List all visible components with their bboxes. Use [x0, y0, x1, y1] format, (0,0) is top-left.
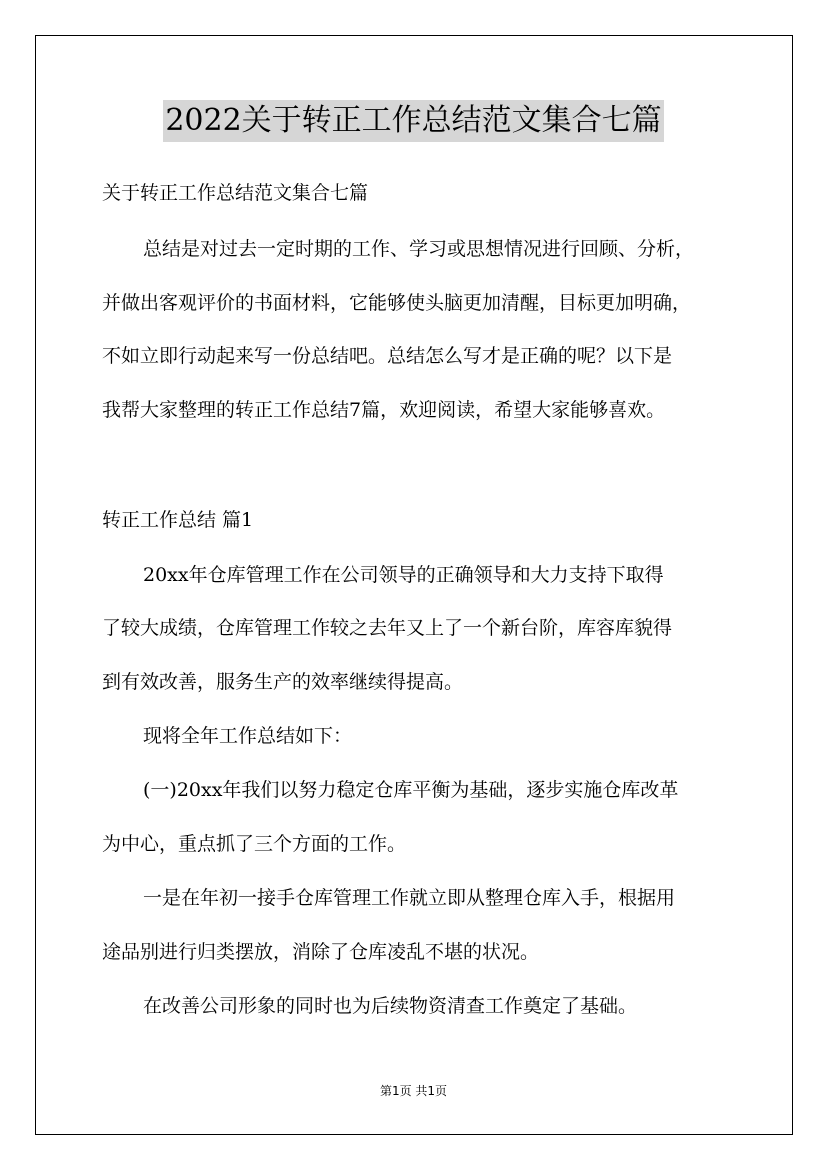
body-line-4: 现将全年工作总结如下： — [143, 725, 353, 747]
body-line-8: 途品别进行归类摆放，消除了仓库凌乱不堪的状况。 — [102, 941, 540, 963]
document-title: 2022关于转正工作总结范文集合七篇 — [163, 100, 663, 142]
body-line-2: 了较大成绩，仓库管理工作较之去年又上了一个新台阶，库容库貌得 — [102, 617, 673, 639]
intro-line-1: 总结是对过去一定时期的工作、学习或思想情况进行回顾、分析， — [143, 238, 695, 260]
intro-line-4: 我帮大家整理的转正工作总结7篇，欢迎阅读，希望大家能够喜欢。 — [102, 399, 666, 421]
intro-line-3: 不如立即行动起来写一份总结吧。总结怎么写才是正确的呢？以下是 — [102, 345, 673, 367]
body-line-6: 为中心，重点抓了三个方面的工作。 — [102, 833, 407, 855]
body-line-1: 20xx年仓库管理工作在公司领导的正确领导和大力支持下取得 — [143, 564, 664, 586]
body-line-3: 到有效改善，服务生产的效率继续得提高。 — [102, 671, 464, 693]
subtitle-line: 关于转正工作总结范文集合七篇 — [102, 182, 369, 204]
body-line-5: (一)20xx年我们以努力稳定仓库平衡为基础，逐步实施仓库改革 — [143, 779, 679, 801]
page-footer: 第1页 共1页 — [379, 1084, 448, 1098]
body-line-9: 在改善公司形象的同时也为后续物资清查工作奠定了基础。 — [143, 995, 638, 1017]
intro-line-2: 并做出客观评价的书面材料，它能够使头脑更加清醒，目标更加明确， — [102, 292, 692, 314]
section-heading: 转正工作总结 篇1 — [102, 509, 254, 531]
body-line-7: 一是在年初一接手仓库管理工作就立即从整理仓库入手，根据用 — [143, 887, 676, 909]
